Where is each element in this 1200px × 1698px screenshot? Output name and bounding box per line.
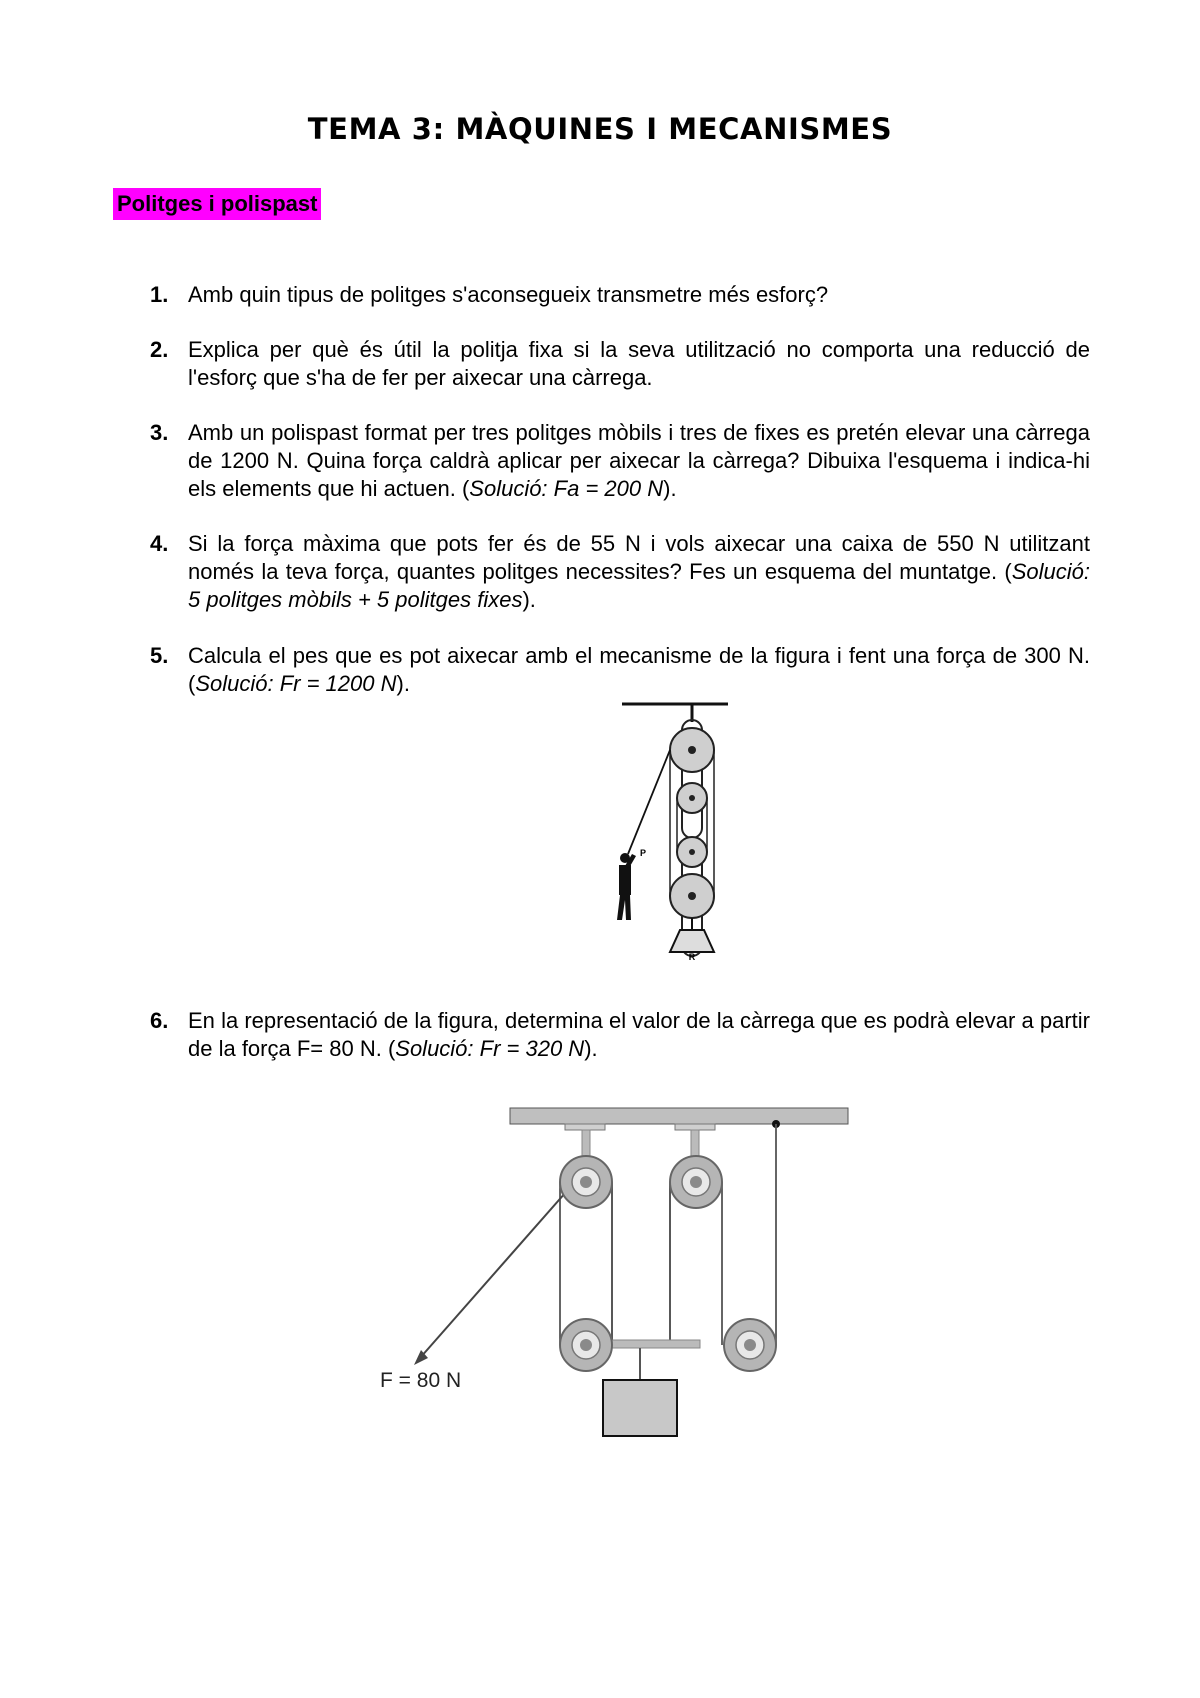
- fixed-pulley-right: [670, 1156, 722, 1208]
- question-text: Amb quin tipus de politges s'aconsegueix transmetre més esforç?: [188, 282, 829, 307]
- ceiling-beam: [510, 1108, 848, 1124]
- question-3: [150, 419, 1090, 503]
- question-text: Si la força màxima que pots fer és de 55 N i vols aixecar una caixa de 550 N utilitzant només la teva força, quantes politges necessites? Fes un esquema del muntatge. (Solució: 5 politges mòbils + 5 politges fixes).: [188, 531, 1090, 612]
- question-text: Calcula el pes que es pot aixecar amb el mecanisme de la figura i fent una força de 300 N. (Solució: Fr = 1200 N).: [188, 643, 1090, 696]
- question-number: 3.: [150, 420, 169, 445]
- question-text: Amb un polispast format per tres politges mòbils i tres de fixes es pretén elevar una càrrega de 1200 N. Quina força caldrà aplicar per aixecar la càrrega? Dibuixa l'esquema i indica-hi els elements que hi actuen. (Solució: Fa = 200 N).: [188, 420, 1090, 501]
- load-weight: [670, 930, 714, 952]
- question-1: [150, 281, 1090, 309]
- question-number: 4.: [150, 531, 169, 556]
- person-pulling: [617, 853, 636, 920]
- question-6: [150, 1007, 1090, 1063]
- page-title: TEMA 3: MÀQUINES I MECANISMES: [307, 112, 893, 146]
- question-text: En la representació de la figura, determina el valor de la càrrega que es podrà elevar a partir de la força F= 80 N. (Solució: Fr = 320 N).: [188, 1008, 1090, 1061]
- question-solution: Solució: Fr = 320 N: [395, 1036, 585, 1061]
- question-number: 2.: [150, 337, 169, 362]
- question-solution: Solució: Fr = 1200 N: [195, 671, 397, 696]
- question-number: 1.: [150, 282, 169, 307]
- label-p: P: [640, 848, 647, 858]
- question-number: 6.: [150, 1008, 169, 1033]
- compound-pulley-figure: [600, 690, 750, 960]
- movable-pulley-right: [724, 1319, 776, 1371]
- pulley-system-figure: [380, 1100, 860, 1450]
- question-solution: Solució: Fa = 200 N: [469, 476, 664, 501]
- load-box: [603, 1380, 677, 1436]
- pull-rope: [628, 750, 670, 854]
- question-4: [150, 530, 1090, 614]
- force-label: F = 80 N: [380, 1369, 462, 1392]
- label-r: R: [688, 952, 696, 960]
- question-number: 5.: [150, 643, 169, 668]
- fixed-pulley-left: [560, 1156, 612, 1208]
- movable-pulley-left: [560, 1319, 612, 1371]
- question-2: [150, 336, 1090, 392]
- question-solution: Solució: 5 politges mòbils + 5 politges fixes: [188, 559, 1090, 612]
- force-arrow: [420, 1192, 566, 1358]
- question-text: Explica per què és útil la politja fixa si la seva utilització no comporta una reducció de l'esforç que s'ha de fer per aixecar una càrrega.: [188, 337, 1090, 390]
- section-heading: Politges i polispast: [113, 188, 321, 220]
